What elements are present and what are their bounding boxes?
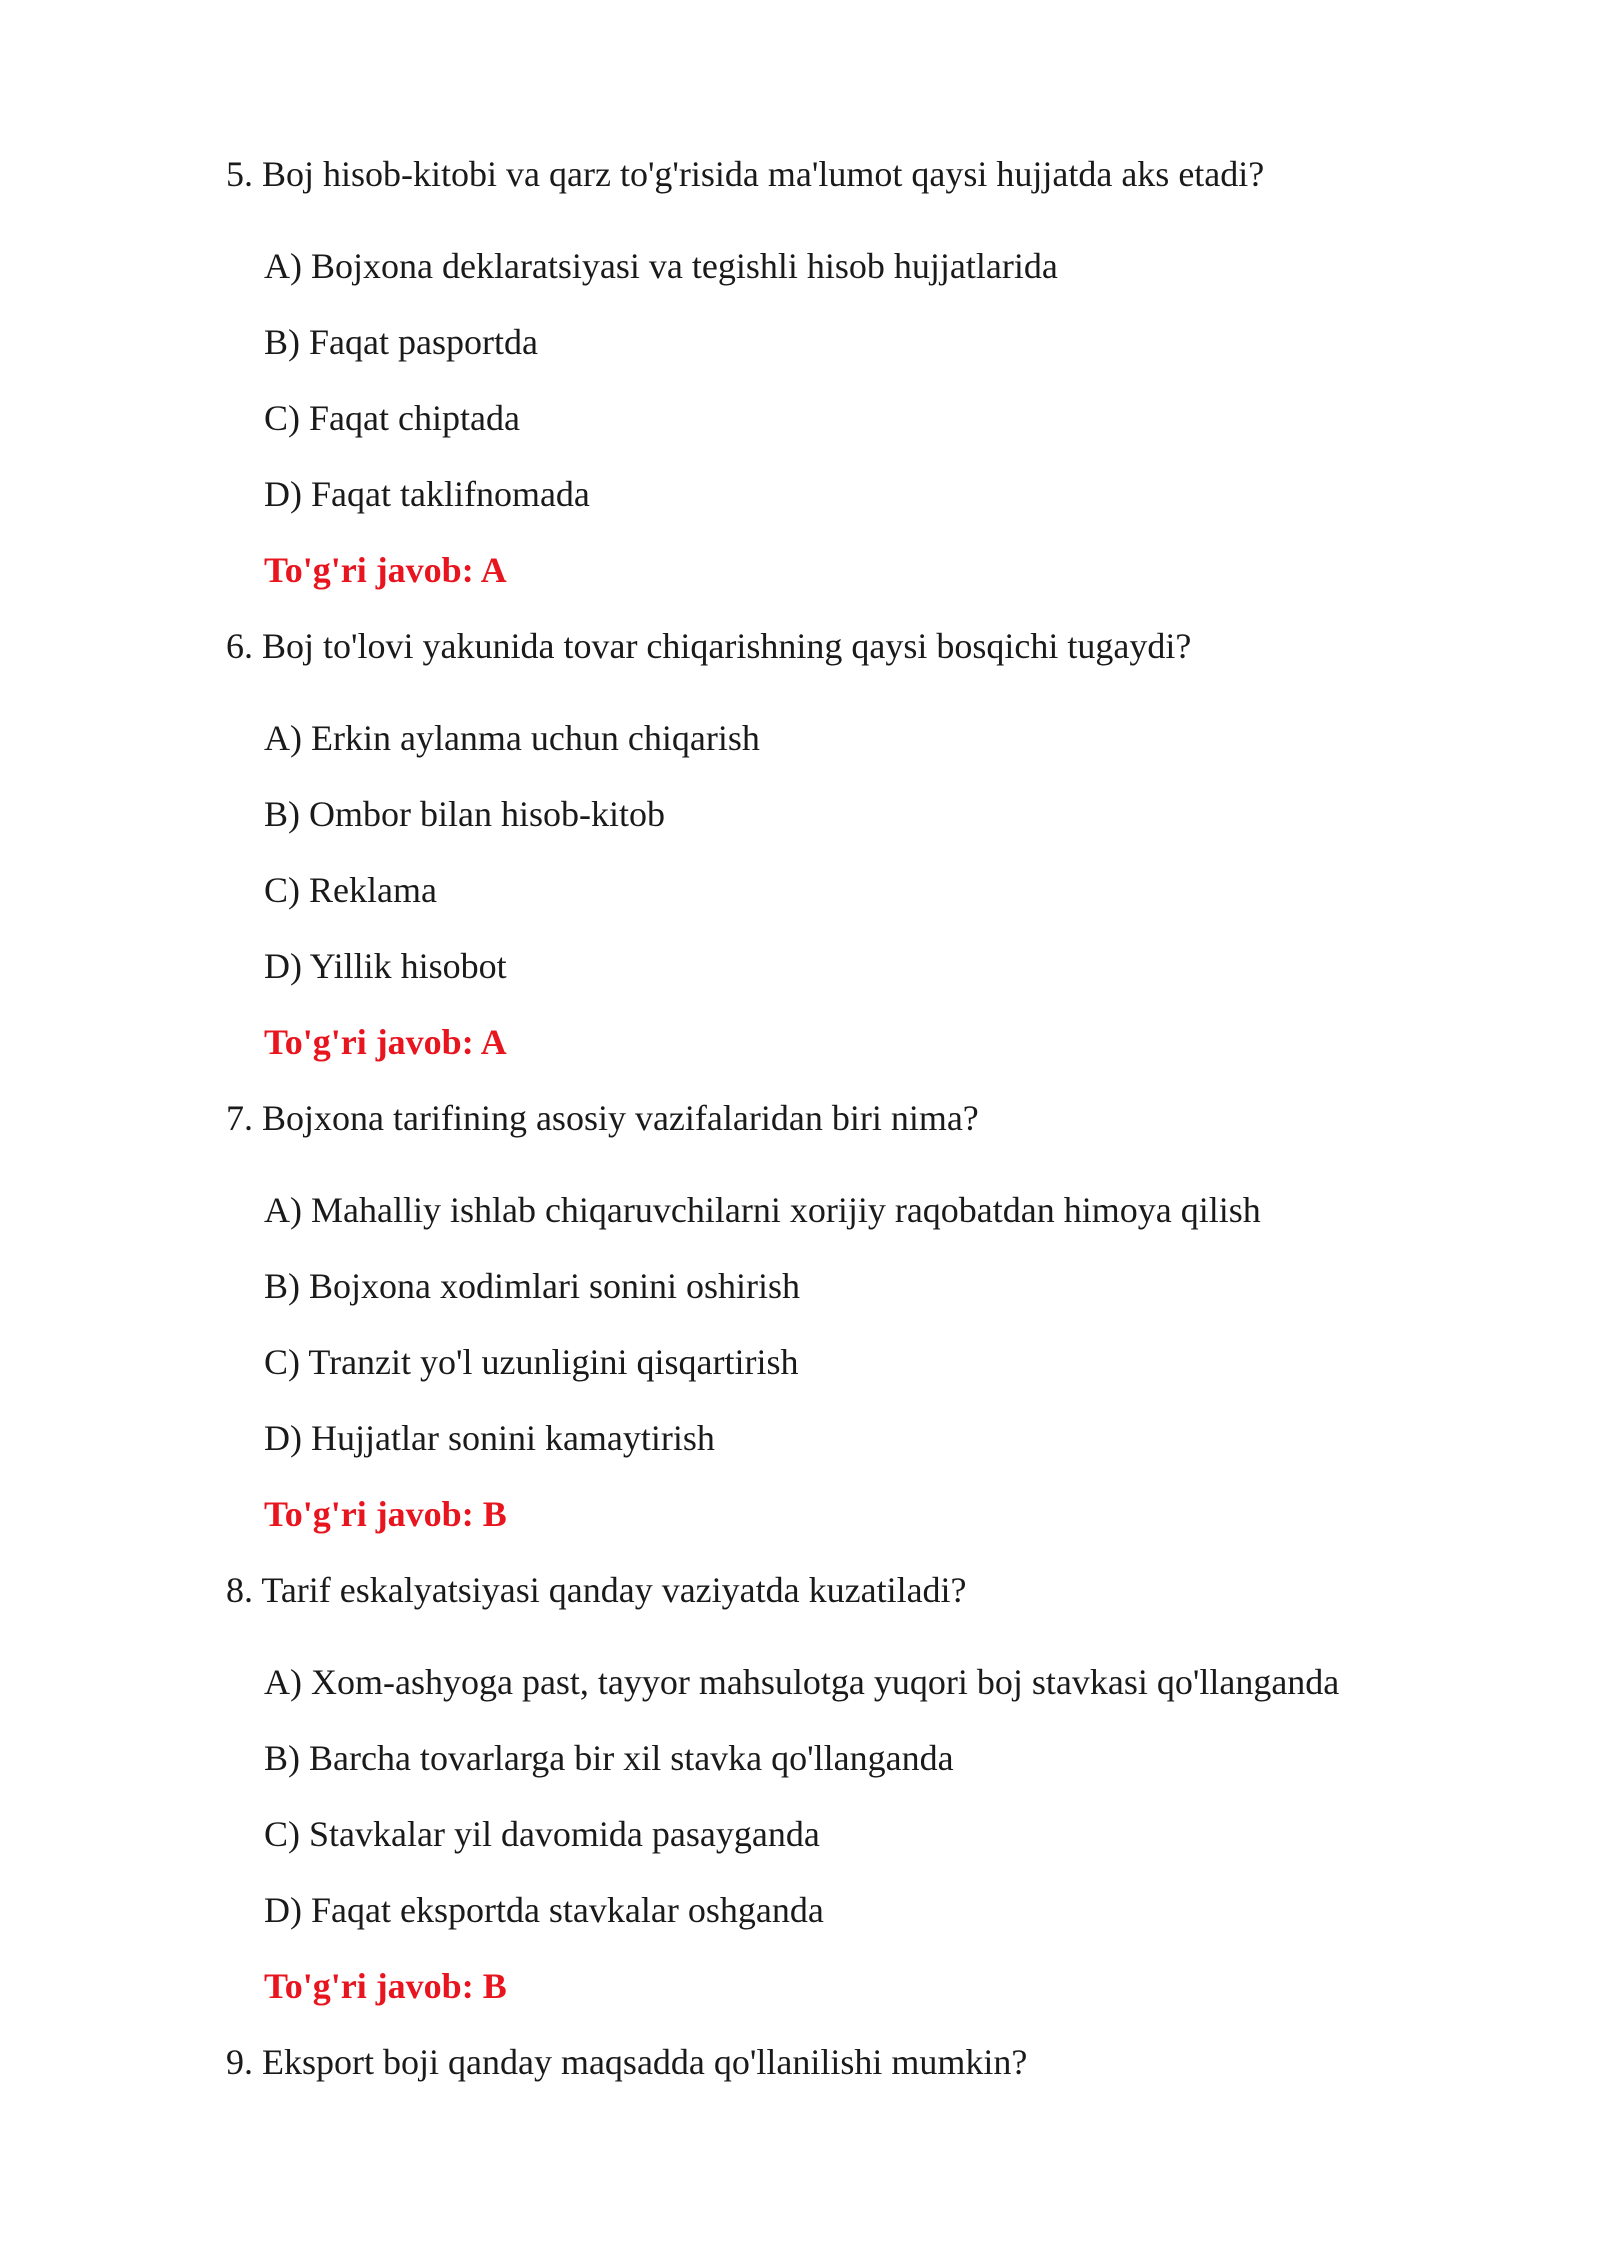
question-8 — [226, 1564, 1426, 2012]
question-text: 8. Tarif eskalyatsiyasi qanday vaziyatda kuzatiladi? — [226, 1570, 967, 1610]
option-a: A) Bojxona deklaratsiyasi va tegishli hisob hujjatlarida — [264, 246, 1058, 286]
question-7 — [226, 1092, 1426, 1540]
option-b: B) Barcha tovarlarga bir xil stavka qo'llanganda — [264, 1738, 954, 1778]
option-a: A) Xom-ashyoga past, tayyor mahsulotga yuqori boj stavkasi qo'llanganda — [264, 1662, 1340, 1702]
question-9 — [226, 2036, 1426, 2088]
correct-answer: To'g'ri javob: B — [264, 1966, 507, 2006]
question-text: 6. Boj to'lovi yakunida tovar chiqarishning qaysi bosqichi tugaydi? — [226, 626, 1192, 666]
quiz-content — [226, 148, 1426, 2088]
option-c: C) Faqat chiptada — [264, 398, 520, 438]
option-c: C) Reklama — [264, 870, 437, 910]
correct-answer: To'g'ri javob: A — [264, 550, 507, 590]
correct-answer: To'g'ri javob: B — [264, 1494, 507, 1534]
option-d: D) Yillik hisobot — [264, 946, 507, 986]
option-list — [226, 1184, 1426, 1464]
option-d: D) Faqat eksportda stavkalar oshganda — [264, 1890, 824, 1930]
option-a: A) Erkin aylanma uchun chiqarish — [264, 718, 760, 758]
option-list — [226, 712, 1426, 992]
option-b: B) Bojxona xodimlari sonini oshirish — [264, 1266, 800, 1306]
option-list — [226, 1656, 1426, 1936]
option-b: B) Faqat pasportda — [264, 322, 538, 362]
question-text: 5. Boj hisob-kitobi va qarz to'g'risida ma'lumot qaysi hujjatda aks etadi? — [226, 154, 1265, 194]
question-6 — [226, 620, 1426, 1068]
option-d: D) Faqat taklifnomada — [264, 474, 590, 514]
question-text: 9. Eksport boji qanday maqsadda qo'llanilishi mumkin? — [226, 2042, 1028, 2082]
option-list — [226, 240, 1426, 520]
question-text: 7. Bojxona tarifining asosiy vazifalaridan biri nima? — [226, 1098, 979, 1138]
option-a: A) Mahalliy ishlab chiqaruvchilarni xorijiy raqobatdan himoya qilish — [264, 1190, 1261, 1230]
question-5 — [226, 148, 1426, 596]
option-c: C) Stavkalar yil davomida pasayganda — [264, 1814, 820, 1854]
option-d: D) Hujjatlar sonini kamaytirish — [264, 1418, 715, 1458]
option-b: B) Ombor bilan hisob-kitob — [264, 794, 665, 834]
correct-answer: To'g'ri javob: A — [264, 1022, 507, 1062]
option-c: C) Tranzit yo'l uzunligini qisqartirish — [264, 1342, 799, 1382]
